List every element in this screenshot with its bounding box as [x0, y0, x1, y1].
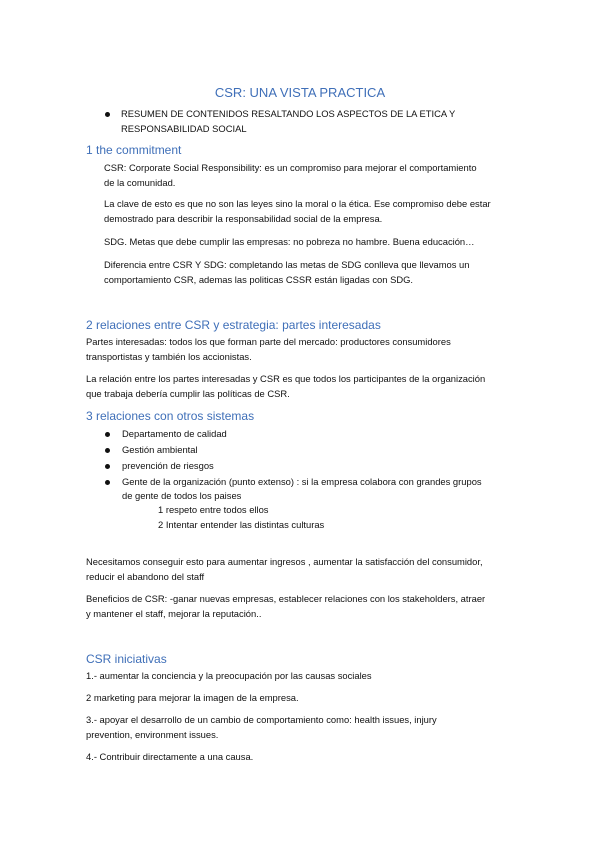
bullet-dot [105, 448, 110, 453]
paragraph-line: reducir el abandono del staff [86, 571, 205, 582]
list-item: prevención de riesgos [122, 460, 214, 471]
section-heading-other-systems: 3 relaciones con otros sistemas [86, 409, 255, 423]
paragraph-line: La relación entre los partes interesadas y CSR es que todos los participantes de la organización [86, 373, 486, 384]
sub-list-item: 1 respeto entre todos ellos [158, 504, 269, 515]
sub-list-item: 2 Intentar entender las distintas culturas [158, 519, 325, 530]
list-item: Gestión ambiental [122, 444, 198, 455]
section-heading-initiatives: CSR iniciativas [86, 652, 167, 666]
paragraph-line: de la comunidad. [104, 177, 176, 188]
bullet-dot [105, 432, 110, 437]
bullet-dot [105, 464, 110, 469]
paragraph-line: Diferencia entre CSR Y SDG: completando las metas de SDG conlleva que llevamos un [104, 259, 470, 270]
paragraph-line: y mantener el staff, mejorar la reputación.. [86, 608, 262, 619]
paragraph-line: transportistas y también los accionistas. [86, 351, 252, 362]
paragraph-line: Beneficios de CSR: -ganar nuevas empresas, establecer relaciones con los stakeholders, atraer [86, 593, 486, 604]
list-item: Gente de la organización (punto extenso) : si la empresa colabora con grandes grupos [122, 476, 482, 487]
paragraph-line: La clave de esto es que no son las leyes sino la moral o la ética. Ese compromiso debe estar [104, 198, 491, 209]
paragraph-line: demostrado para describir la responsabilidad social de la empresa. [104, 213, 383, 224]
section-heading-stakeholders: 2 relaciones entre CSR y estrategia: partes interesadas [86, 318, 381, 332]
initiative-item: 2 marketing para mejorar la imagen de la empresa. [86, 692, 299, 703]
initiative-item: 4.- Contribuir directamente a una causa. [86, 751, 254, 762]
paragraph-line: CSR: Corporate Social Responsibility: es un compromiso para mejorar el comportamiento [104, 162, 477, 173]
initiative-item-continuation: prevention, environment issues. [86, 729, 219, 740]
bullet-dot [105, 112, 110, 117]
intro-bullet-line-2: RESPONSABILIDAD SOCIAL [121, 123, 247, 134]
paragraph-line: Necesitamos conseguir esto para aumentar ingresos , aumentar la satisfacción del consumidor, [86, 556, 483, 567]
paragraph-line: comportamiento CSR, ademas las politicas CSSR están ligadas con SDG. [104, 274, 413, 285]
paragraph-line: que trabaja debería cumplir las políticas de CSR. [86, 388, 290, 399]
section-heading-commitment: 1 the commitment [86, 143, 182, 157]
paragraph-line: Partes interesadas: todos los que forman parte del mercado: productores consumidores [86, 336, 451, 347]
list-item: Departamento de calidad [122, 428, 227, 439]
initiative-item: 1.- aumentar la conciencia y la preocupación por las causas sociales [86, 670, 372, 681]
bullet-dot [105, 480, 110, 485]
intro-bullet-line-1: RESUMEN DE CONTENIDOS RESALTANDO LOS ASPECTOS DE LA ETICA Y [121, 108, 456, 119]
paragraph-line: SDG. Metas que debe cumplir las empresas: no pobreza no hambre. Buena educación… [104, 236, 475, 247]
initiative-item: 3.- apoyar el desarrollo de un cambio de comportamiento como: health issues, injury [86, 714, 437, 725]
list-item-continuation: de gente de todos los paises [122, 490, 242, 501]
document-title: CSR: UNA VISTA PRACTICA [214, 85, 386, 100]
